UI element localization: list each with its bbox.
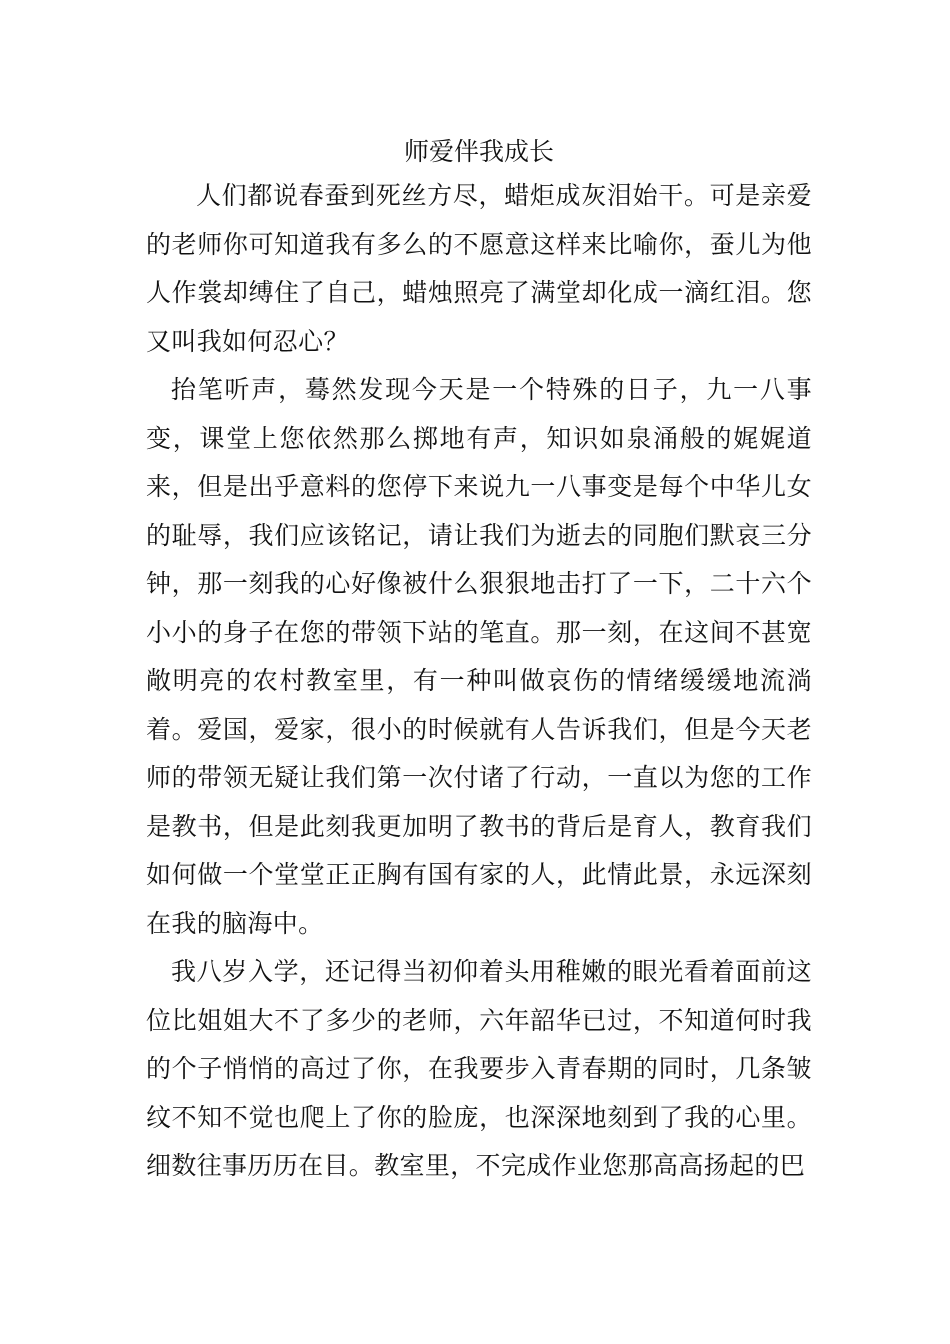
document-page: [146, 128, 812, 1191]
paragraph-2: 抬笔听声，蓦然发现今天是一个特殊的日子，九一八事变，课堂上您依然那么掷地有声，知识如泉涌般的娓娓道来，但是出乎意料的您停下来说九一八事变是每个中华儿女的耻辱，我们应该铭记，请让我们为逝去的同胞们默哀三分钟，那一刻我的心好像被什么狠狠地击打了一下，二十六个小小的身子在您的带领下站的笔直。那一刻，在这间不甚宽敞明亮的农村教室里，有一种叫做哀伤的情绪缓缓地流淌着。爱国，爱家，很小的时候就有人告诉我们，但是今天老师的带领无疑让我们第一次付诸了行动，一直以为您的工作是教书，但是此刻我更加明了教书的背后是育人，教育我们如何做一个堂堂正正胸有国有家的人，此情此景，永远深刻在我的脑海中。: [146, 375, 812, 938]
document-title: 师爱伴我成长: [403, 137, 554, 166]
paragraph-1: 人们都说春蚕到死丝方尽，蜡炬成灰泪始干。可是亲爱的老师你可知道我有多么的不愿意这样来比喻你，蚕儿为他人作裳却缚住了自己，蜡烛照亮了满堂却化成一滴红泪。您又叫我如何忍心？: [146, 181, 812, 356]
paragraph-3: 我八岁入学，还记得当初仰着头用稚嫩的眼光看着面前这位比姐姐大不了多少的老师，六年韶华已过，不知道何时我的个子悄悄的高过了你，在我要步入青春期的同时，几条皱纹不知不觉也爬上了你的脸庞，也深深地刻到了我的心里。细数往事历历在目。教室里，不完成作业您那高高扬起的巴: [146, 957, 812, 1180]
